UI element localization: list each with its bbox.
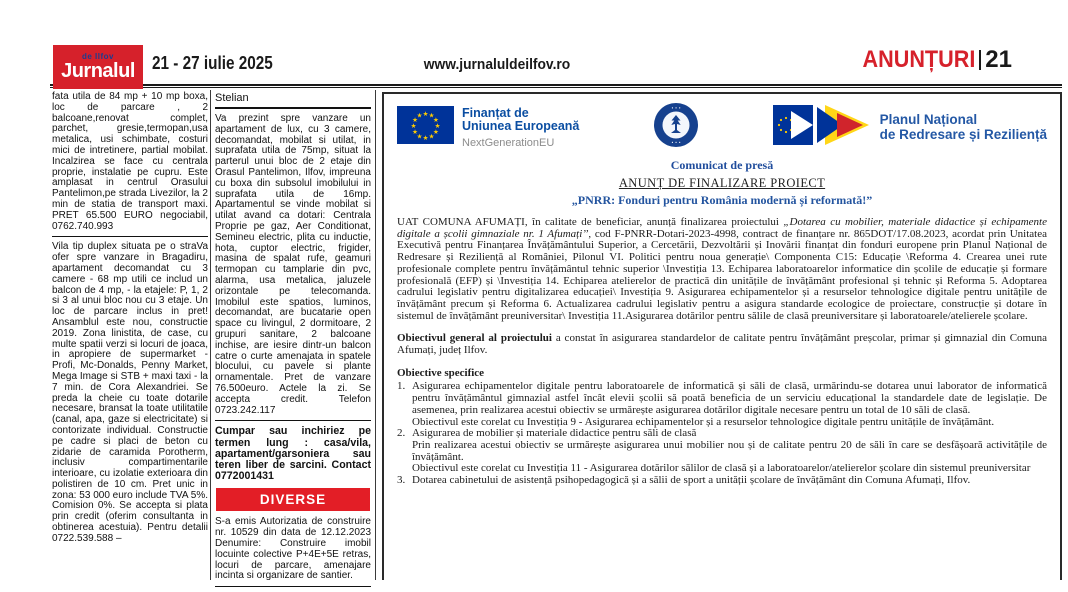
pnrr-arrows-icon (773, 103, 873, 152)
svg-text:★: ★ (412, 128, 419, 136)
column-divider-2 (375, 90, 376, 580)
eu-funding-text (462, 107, 579, 149)
section-header (850, 46, 1012, 74)
nextgeneration-eu-label: NextGenerationEU (462, 136, 555, 149)
classified-ad: Va prezint spre vanzare un apartament de lux, cu 3 camere, decomandat, mobilat si utilat, in suprafata utila de 75mp, situat la parterul unui bloc de 2 etaje din Orasul Pantelimon, Ilfov, impreuna cu boxa din subsolul imobilului in suprafata utila de 16mp. Apartamentul se vinde mobilat si utilat avand ca dotari: Centrala Proprie pe gaz, Aer Conditionat, Semineu electric, plita cu inductie, hota, cuptor electric, frigider, masina de spalat rufe, geamuri termopan cu tamplarie din pvc, alarma, usa metalica, jaluzele orizontale pe telecomanda. Imobilul este spatios, luminos, decomandat, are bucatarie open space cu livingul, 2 dormitoare, 2 grupuri sanitare, 2 balcoane inchise, are iesire dintr-un balcon catre o curte amenajata in spatele blocului, cu pavele si plante ornamentale. Pret de vanzare 76.500euro. Actele la zi. Se accepta credit. Telefon 0723.242.117 (215, 113, 371, 416)
general-objective-text: a constat în asigurarea standardelor de calitate pentru învățământ preșcolar, primar și gimnazial din Comuna Afumați, județ Ilfov. (397, 332, 1047, 357)
page-number: 21 (985, 46, 1012, 73)
general-objective-paragraph (397, 333, 1047, 356)
item-number: 3. (397, 474, 406, 487)
announcement-subtitle: „PNRR: Fonduri pentru România modernă și reformată!” (571, 193, 873, 207)
objective-item-2 (397, 428, 1047, 475)
svg-text:★: ★ (410, 122, 417, 130)
building-permit-notice: S-a emis Autorizatia de construire nr. 10529 din data de 12.12.2023 Denumire: Construire imobil locuinte colective P+4E+5E retras, locuri de parcare, amenajare incinta si organizare de santier. (215, 516, 371, 582)
agent-name: Stelian (215, 92, 371, 109)
eu-funding-line2: Uniunea Europeană (462, 119, 580, 133)
section-title: ANUNȚURI (862, 46, 976, 73)
item-text: Asigurarea de mobilier și materiale didactice pentru săli de clasă (412, 427, 697, 440)
item-number: 1. (397, 380, 406, 393)
classified-ad: fata utila de 84 mp + 10 mp boxa, loc de parcare , 2 balcoane,renovat complet, parchet, gresie,termopan,usa metalica, usi schimbate, costuri mici de intretinere, partial mobilat. Incalzirea se face cu centrala proprie, instalatie pe cupru. Este amplasat in centrul Orasului Pantelimon,pe strada Livezilor, la 2 min de statia de transport maxi. PRET 65.500 EURO negociabil, 0762.740.993 (52, 91, 208, 232)
classified-ad: Vila tip duplex situata pe o straVa ofer spre vanzare in Bragadiru, apartament decomandat cu 3 camere - 68 mp utili ce includ un balcon de 4 mp, - la etajele: P, 1, 2 si 3 al unui bloc nou cu 3 etaje. Un loc de parcare inclus in pret! Ansamblul este nou, constructie 2019. Zona linistita, de case, cu multe spatii verzi si locuri de joaca, in apropiere de supermarket - Profi, Mc-Donalds, Penny Market, Mega Image si STB + maxi taxi - la 7 min. de Cora Alexandriei. Se preda la cheie cu toate dotarile necesare, bransat la toate utilitatile (canal, apa, gaze si electricitate) si contorizate individual. Constructie pe cadre si placi de beton cu zidarie de caramida Porotherm, inclusiv compartimentarile interioare, cu izolatie exterioara din polistiren de 10 cm. Pret unic in zona: 53 000 euro include TVA 5%. Comision 0%. Se accepta si plata prin credit (oferim consultanta in obtinerea acestuia). Pentru detalii 0722.539.588 – (52, 241, 208, 544)
svg-text:• • •: • • • (671, 140, 681, 145)
eu-flag-icon (397, 106, 454, 149)
svg-text:★: ★ (432, 116, 439, 124)
announcement-title: ANUNȚ DE FINALIZARE PROIECT (618, 176, 826, 190)
objective-item-3 (397, 475, 1047, 487)
item-text: Prin realizarea acestui obiectiv se urmărește asigurarea unui mobilier nou și de calitate pentru 20 de săli în care se desfășoară activitățile de învățământ. (412, 438, 1047, 463)
svg-text:★: ★ (434, 122, 441, 130)
divider-bar (979, 50, 981, 70)
specific-objectives-heading: Obiective specifice (397, 366, 485, 379)
diverse-section-banner: DIVERSE (216, 488, 370, 511)
item-text: Obiectivul este corelat cu Investiția 11 - Asigurarea dotărilor sălilor de clasă și a laboratoarelor/atelierelor școlare din sistemul preuniversitar (412, 462, 1031, 475)
funding-logos-row (397, 102, 1047, 153)
logo-title: Jurnalul (61, 60, 135, 82)
item-number: 2. (397, 427, 406, 440)
classified-ad-bold: Cumpar sau inchiriez pe termen lung : casa/vila, apartament/garsoniera sau teren liber de sarcini. Contact 0772001431 (215, 425, 371, 483)
project-title-italic: „Dotarea cu mobilier, materiale didactice și echipamente digitale a școlii gimnaziale nr. 1 Afumați’’ (397, 216, 1047, 240)
svg-text:★: ★ (422, 110, 429, 118)
pnrr-logo-text (880, 113, 1047, 142)
logo-subtitle: de Ilfov (81, 52, 114, 61)
svg-text:★: ★ (422, 134, 429, 142)
svg-text:• • •: • • • (671, 105, 681, 111)
para1-post: , cod F-PNRR-Dotari-2023-4998, contract de finanțare nr. 865DOT/17.08.2023, acordat prin Unitatea Executivă pentru Finanțarea Învățământului Superior, a Cercetării, Dezvoltării și Inovării finanțat din fonduri europene prin Planul Național de Redresare și Reziliență al României, Pilonul VI. Politici pentru noua generație\ Componenta C15: Educație \Reforma 4. Crearea unei rute profesionale complete pentru învățământul tehnic superior \Investiția 13. Echiparea laboratoarelor informatice din școlile de educație și formare profesională (EFP) și \Investiția 14. Echiparea atelierelor de practică din unitățile de învățământ profesional și tehnic și Reforma 5. Adoptarea cadrului legislativ pentru digitalizarea educației\ Investiția 9. Asigurarea echipamentelor și a resurselor tehnologice digitale pentru unitățile de învățământ precum și Reforma 6. Actualizarea cadrului legislativ pentru a asigura standarde ecologice de proiectare, construcție și dotare în sistemul de învățământ preuniversitar\ Investiția 11.Asigurarea dotărilor pentru sălile de clasă preuniversitare și laboratoarele/atelierele școlare. (397, 227, 1047, 322)
issue-date: 21 - 27 iulie 2025 (152, 53, 273, 73)
ad-divider (52, 236, 208, 237)
item-text: Dotarea cabinetului de asistență psihopedagogică și a sălii de sport a unității școlare de învățământ din Comuna Afumați, Ilfov. (412, 474, 971, 487)
svg-text:★: ★ (432, 128, 439, 136)
item-text: Asigurarea echipamentelor digitale pentru laboratoarele de informatică și săli de clasă, urmărindu-se dotarea unui laborator de informatică pentru învățământul gimnazial astfel încât elevii școlii să poată beneficia de un serviciu educațional la standardele date de legislație. De asemenea, prin realizarea acestui obiectiv se urmărește asigurarea dotărilor digitale necesare pentru un total de 10 săli de clasă. (412, 380, 1047, 416)
pnrr-line1: Planul Național (879, 112, 978, 127)
svg-text:★: ★ (412, 116, 419, 124)
classifieds-column-left (52, 92, 208, 545)
pnrr-logo (773, 103, 1047, 152)
press-release-kicker: Comunicat de presă (670, 158, 774, 172)
ad-divider (215, 586, 371, 587)
newspaper-logo (54, 46, 142, 88)
general-objective-label: Obiectivul general al proiectului (397, 332, 552, 345)
column-divider-1 (210, 90, 211, 580)
para1-pre: UAT COMUNA AFUMAȚI, în calitate de beneficiar, anunță finalizarea proiectului (397, 216, 784, 228)
press-release-panel (382, 92, 1062, 580)
website-url: www.jurnaluldeilfov.ro (423, 56, 571, 73)
svg-text:★: ★ (416, 132, 423, 141)
ad-divider (215, 420, 371, 421)
objective-item-1 (397, 381, 1047, 428)
svg-text:★: ★ (428, 111, 435, 120)
eu-funding-logo (397, 106, 579, 149)
pnrr-line2: de Redresare și Reziliență (879, 126, 1047, 142)
svg-text:★: ★ (428, 132, 435, 141)
svg-text:★: ★ (416, 111, 423, 120)
project-description-paragraph (397, 217, 1047, 322)
eu-funding-line1: Finanțat de (462, 105, 529, 120)
romanian-government-seal-icon (653, 102, 699, 153)
item-text: Obiectivul este corelat cu Investiția 9 - Asigurarea echipamentelor și a resurselor tehnologice digitale pentru unitățile de învățământ. (412, 415, 995, 428)
classifieds-column-middle (215, 92, 371, 592)
header-rule (50, 84, 1062, 88)
